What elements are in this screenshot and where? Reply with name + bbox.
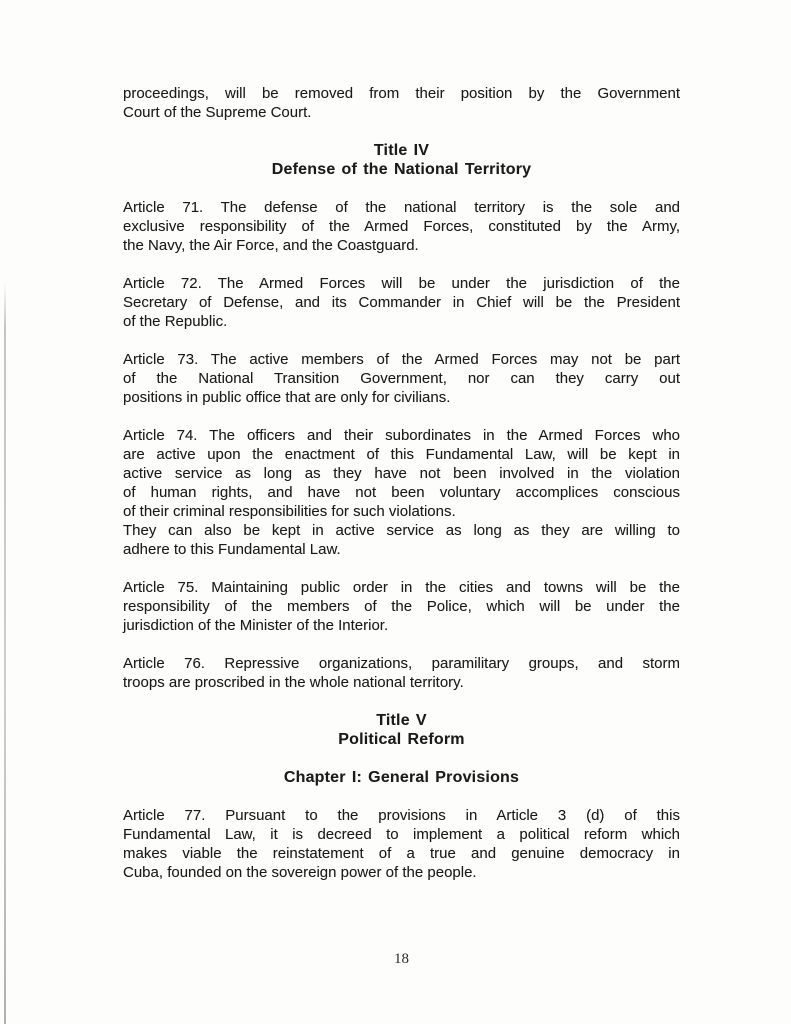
text-line: of the Republic. — [123, 313, 228, 330]
article-76 — [123, 654, 680, 692]
text-line: Article 71. The defense of the national territory is the sole and — [123, 199, 680, 216]
text-line: positions in public office that are only for civilians. — [123, 389, 451, 406]
text-line: Article 73. The active members of the Armed Forces may not be part — [123, 351, 680, 368]
page-number: 18 — [394, 951, 409, 967]
text-line: They can also be kept in active service as long as they are willing to — [123, 522, 680, 539]
article-72 — [123, 274, 680, 331]
text-line: Title V — [376, 712, 427, 729]
text-line: Article 74. The officers and their subordinates in the Armed Forces who — [123, 427, 680, 444]
text-line: are active upon the enactment of this Fundamental Law, will be kept in — [123, 446, 680, 463]
text-line: adhere to this Fundamental Law. — [123, 541, 341, 558]
text-line: Defense of the National Territory — [271, 161, 532, 178]
text-line: Article 75. Maintaining public order in the cities and towns will be the — [123, 579, 680, 596]
text-line: Secretary of Defense, and its Commander in Chief will be the President — [123, 294, 680, 311]
text-line: exclusive responsibility of the Armed Forces, constituted by the Army, — [123, 218, 680, 235]
continued-paragraph — [123, 84, 680, 122]
title-v-heading — [123, 711, 680, 749]
article-74 — [123, 426, 680, 521]
text-line: responsibility of the members of the Police, which will be under the — [123, 598, 680, 615]
text-line: Article 72. The Armed Forces will be under the jurisdiction of the — [123, 275, 680, 292]
text-line: proceedings, will be removed from their position by the Government — [123, 85, 680, 102]
article-74-continued — [123, 521, 680, 559]
text-line: of their criminal responsibilities for such violations. — [123, 503, 456, 520]
text-line: of human rights, and have not been voluntary accomplices conscious — [123, 484, 680, 501]
text-line: Court of the Supreme Court. — [123, 104, 312, 121]
text-line: Title IV — [373, 142, 430, 159]
text-line: Article 77. Pursuant to the provisions in Article 3 (d) of this — [123, 807, 680, 824]
text-line: Chapter I: General Provisions — [283, 769, 520, 786]
scan-edge-artifact — [4, 283, 6, 1024]
text-line: Fundamental Law, it is decreed to implement a political reform which — [123, 826, 680, 843]
document-content — [123, 84, 680, 901]
text-line: the Navy, the Air Force, and the Coastguard. — [123, 237, 419, 254]
text-line: jurisdiction of the Minister of the Interior. — [123, 617, 389, 634]
chapter-i-heading — [123, 768, 680, 787]
text-line: makes viable the reinstatement of a true and genuine democracy in — [123, 845, 680, 862]
text-line: Article 76. Repressive organizations, paramilitary groups, and storm — [123, 655, 680, 672]
article-75 — [123, 578, 680, 635]
text-line: troops are proscribed in the whole national territory. — [123, 674, 464, 691]
article-71 — [123, 198, 680, 255]
text-line: Political Reform — [338, 731, 465, 748]
text-line: active service as long as they have not been involved in the violation — [123, 465, 680, 482]
article-77 — [123, 806, 680, 882]
text-line: Cuba, founded on the sovereign power of the people. — [123, 864, 477, 881]
article-73 — [123, 350, 680, 407]
text-line: of the National Transition Government, nor can they carry out — [123, 370, 680, 387]
title-iv-heading — [123, 141, 680, 179]
